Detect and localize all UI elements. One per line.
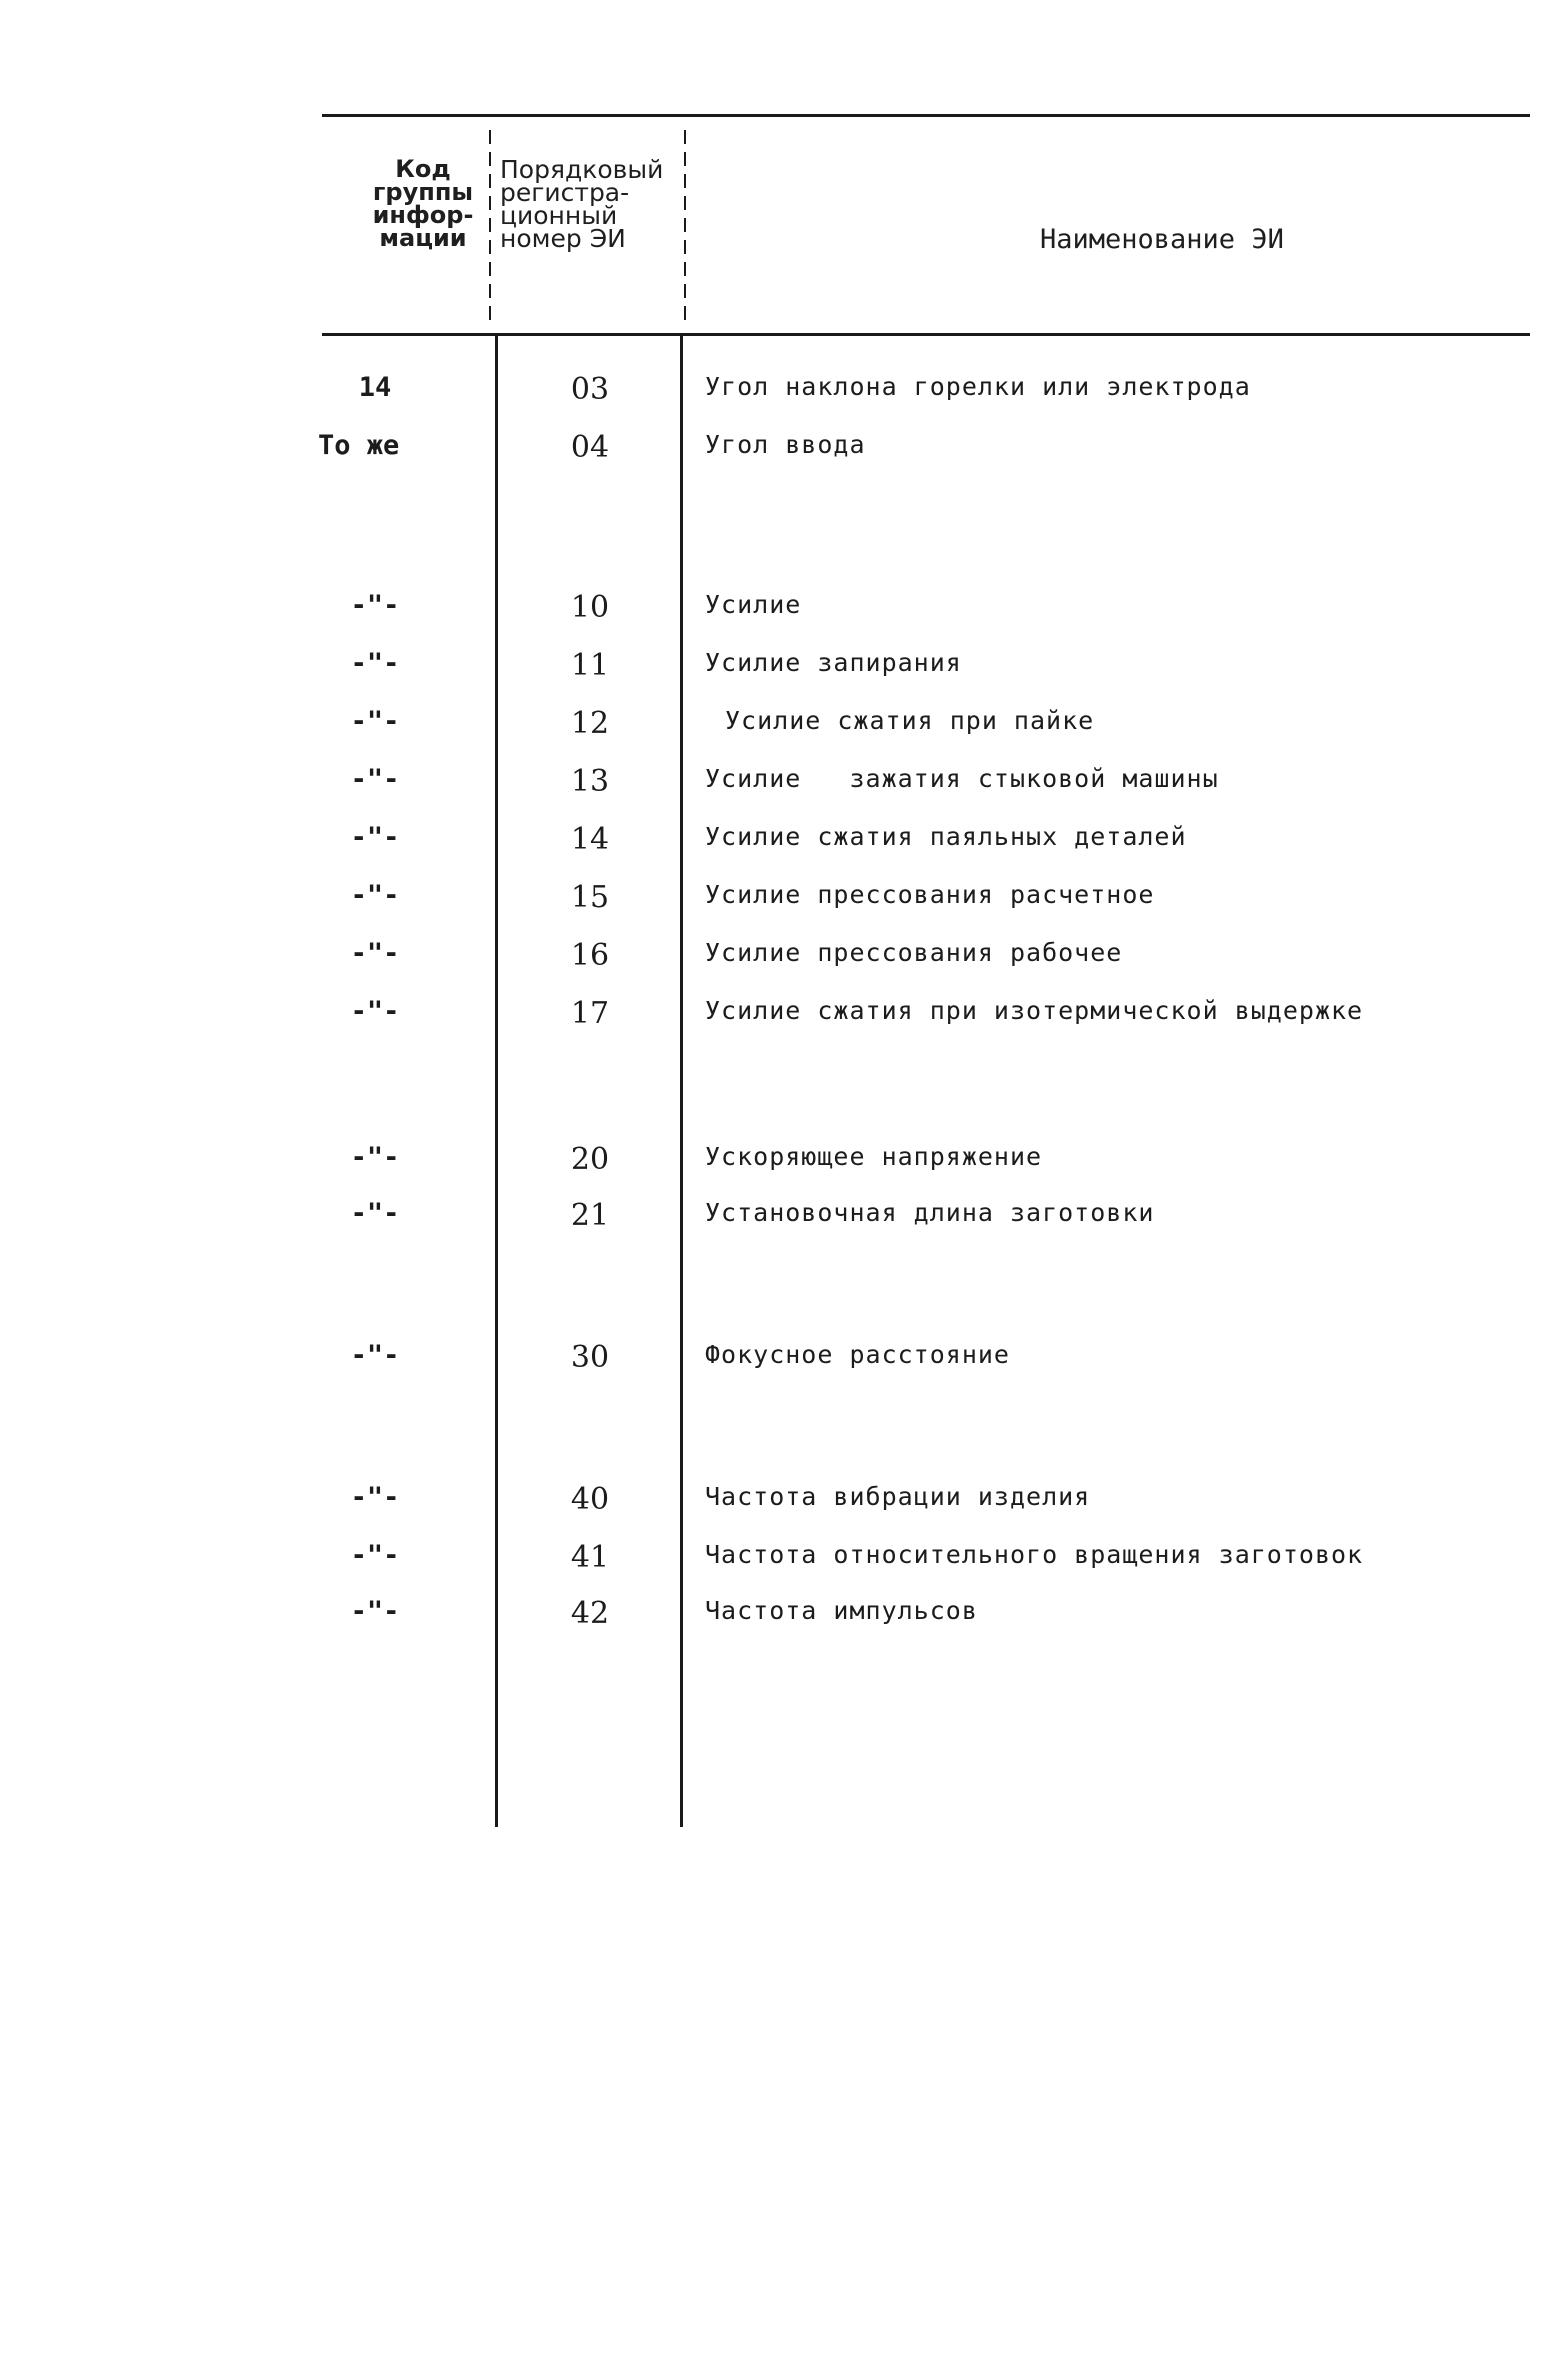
row-number: 10: [570, 590, 610, 625]
table-row: [0, 822, 1543, 862]
row-code: -"-: [350, 1142, 400, 1173]
row-code: -"-: [350, 1482, 400, 1513]
table-row: [0, 1540, 1543, 1580]
header-code-line: группы: [372, 178, 474, 206]
row-number: 40: [570, 1482, 610, 1517]
table-row: [0, 764, 1543, 804]
row-name: Усилие прессования расчетное: [705, 880, 1155, 909]
table-row: [0, 1142, 1543, 1182]
row-number: 14: [570, 822, 610, 857]
header-bottom-rule: [322, 333, 1530, 336]
row-number: 15: [570, 880, 610, 915]
row-number: 42: [570, 1596, 610, 1631]
table-row: [0, 880, 1543, 920]
row-name: Фокусное расстояние: [705, 1340, 1010, 1369]
row-name: Установочная длина заготовки: [705, 1198, 1155, 1227]
header-divider-1: [489, 130, 491, 325]
row-number: 20: [570, 1142, 610, 1177]
row-number: 04: [570, 430, 610, 465]
row-name: Частота импульсов: [705, 1596, 978, 1625]
top-rule: [322, 114, 1530, 117]
row-code: -"-: [350, 1596, 400, 1627]
row-name: Частота вибрации изделия: [705, 1482, 1091, 1511]
row-code: 14: [358, 372, 392, 403]
table-row: [0, 938, 1543, 978]
row-name: Усилие сжатия при пайке: [725, 706, 1095, 735]
row-name: Усилие сжатия паяльных деталей: [705, 822, 1187, 851]
row-number: 17: [570, 996, 610, 1031]
row-code: -"-: [350, 648, 400, 679]
row-name: Угол ввода: [705, 430, 866, 459]
row-number: 13: [570, 764, 610, 799]
row-name: Усилие запирания: [705, 648, 962, 677]
header-name: Наименование ЭИ: [1040, 224, 1284, 255]
header-number-line: номер ЭИ: [500, 224, 626, 253]
row-number: 12: [570, 706, 610, 741]
header-code-group: [358, 155, 488, 252]
table-row: [0, 1482, 1543, 1522]
table-row: [0, 430, 1543, 470]
header-number-line: регистра-: [500, 178, 630, 207]
row-name: Усилие сжатия при изотермической выдержке: [705, 996, 1364, 1025]
row-name: Угол наклона горелки или электрода: [705, 372, 1251, 401]
header-code-line: инфор-: [372, 201, 474, 229]
header-number-line: Порядковый: [500, 155, 664, 184]
row-number: 21: [570, 1198, 610, 1233]
row-code: -"-: [350, 938, 400, 969]
table-row: [0, 648, 1543, 688]
table-row: [0, 1596, 1543, 1636]
table-row: [0, 1198, 1543, 1238]
row-name: Частота относительного вращения заготовок: [705, 1540, 1364, 1569]
row-number: 11: [570, 648, 610, 683]
row-number: 16: [570, 938, 610, 973]
table-row: [0, 1340, 1543, 1380]
row-code: -"-: [350, 764, 400, 795]
row-code: -"-: [350, 590, 400, 621]
row-number: 03: [570, 372, 610, 407]
row-name: Ускоряющее напряжение: [705, 1142, 1043, 1171]
row-code: -"-: [350, 1340, 400, 1371]
table-row: [0, 372, 1543, 412]
table-row: [0, 590, 1543, 630]
row-code: -"-: [350, 996, 400, 1027]
row-number: 30: [570, 1340, 610, 1375]
row-name: Усилие зажатия стыковой машины: [705, 764, 1219, 793]
row-name: Усилие: [705, 590, 802, 619]
header-code-line: Код: [395, 155, 451, 183]
table-row: [0, 706, 1543, 746]
table-row: [0, 996, 1543, 1036]
row-code: -"-: [350, 822, 400, 853]
header-registration-number: [500, 155, 690, 253]
row-code: -"-: [350, 706, 400, 737]
row-number: 41: [570, 1540, 610, 1575]
row-code: -"-: [350, 1540, 400, 1571]
row-code: -"-: [350, 880, 400, 911]
row-name: Усилие прессования рабочее: [705, 938, 1123, 967]
row-code: -"-: [350, 1198, 400, 1229]
row-code: То же: [318, 430, 400, 461]
header-number-line: ционный: [500, 201, 618, 230]
header-code-line: мации: [379, 224, 467, 252]
